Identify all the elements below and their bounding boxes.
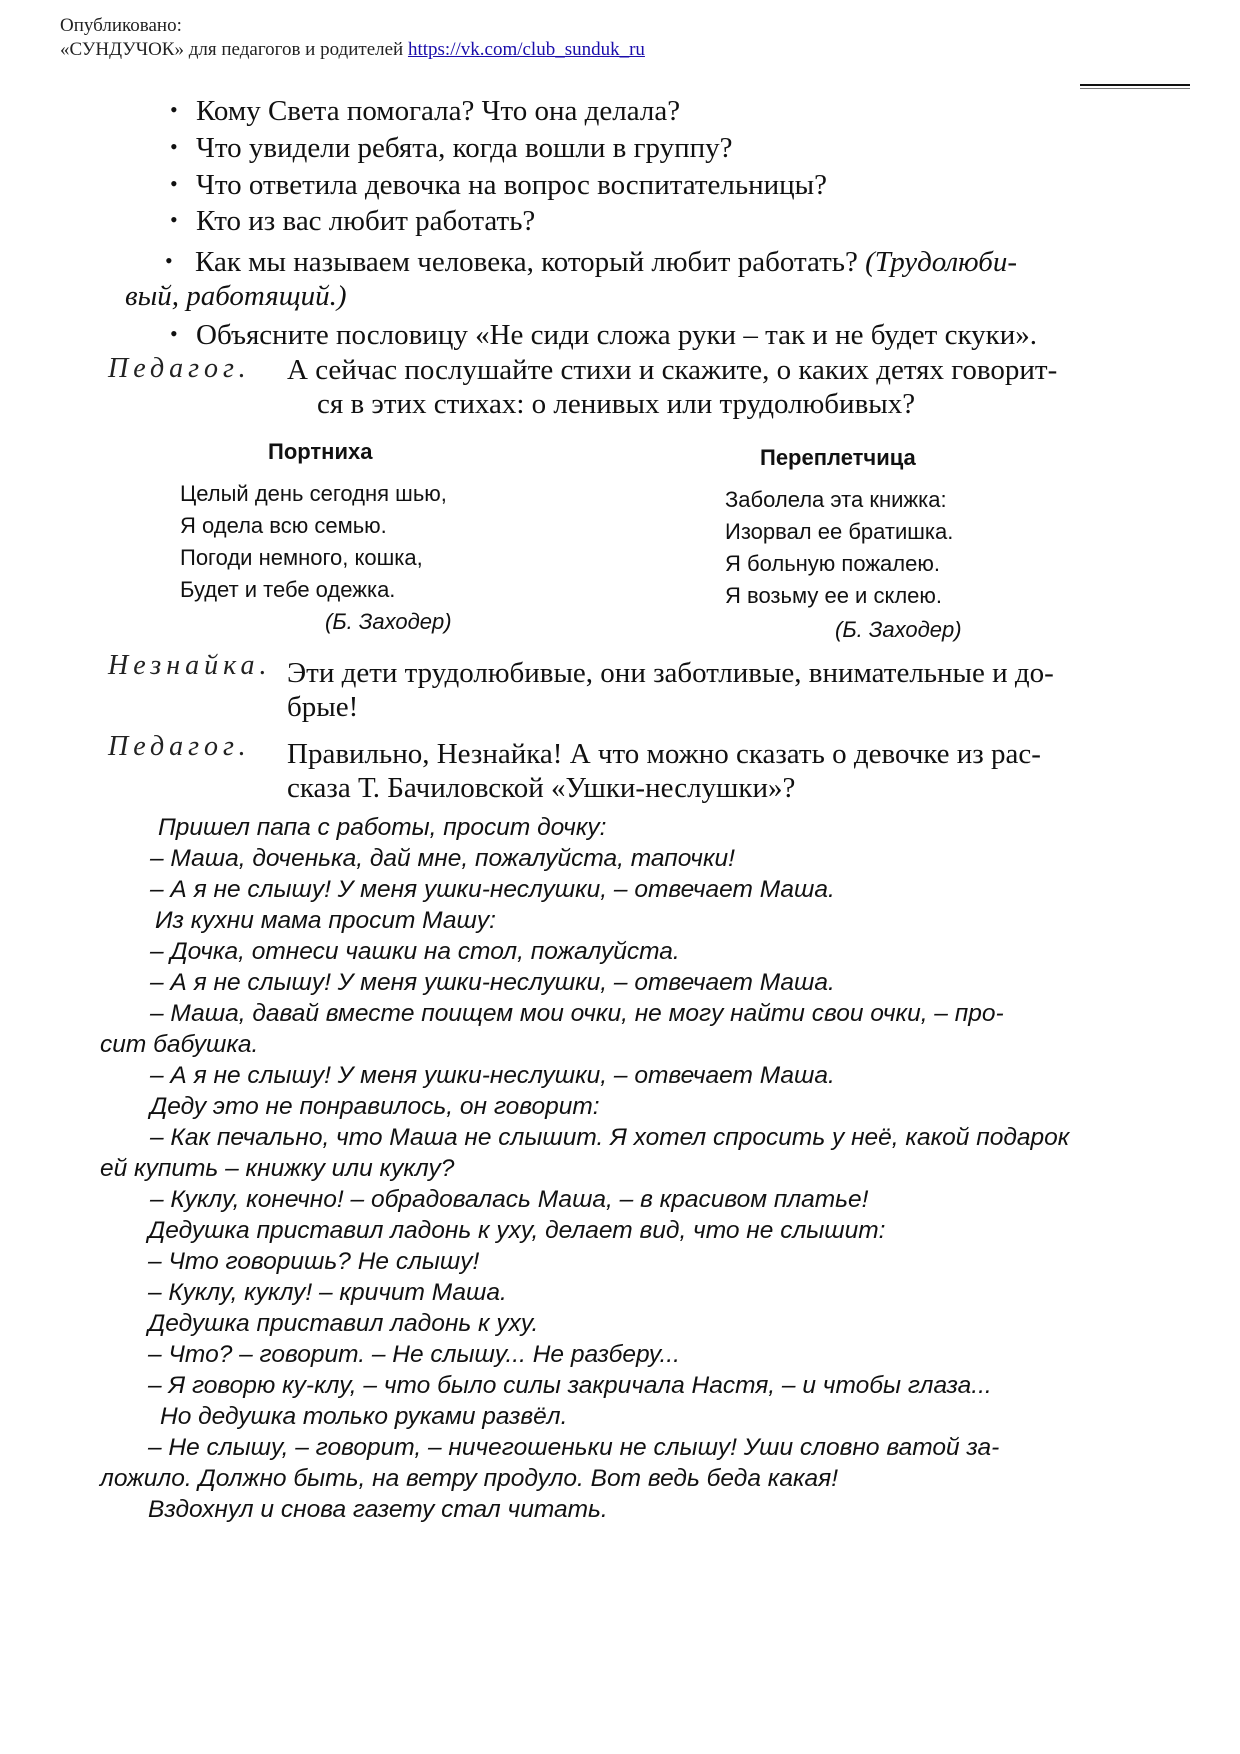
poem-title: Переплетчица [760,445,916,470]
speaker-label: Незнайка. [108,650,272,681]
poem-title: Портниха [268,439,373,464]
question-item: • Кто из вас любит работать? [170,205,536,237]
poem-left: Портниха Целый день сегодня шью, Я одела всю семью. Погоди немного, кошка, Будет и тебе одежка. [180,436,447,606]
bullet-icon: • [170,321,178,346]
speaker-label: Педагог. [108,353,251,384]
publisher-name: «СУНДУЧОК» для педагогов и родителей [60,39,404,60]
speaker-label: Педагог. [108,731,251,762]
question-item-wrapped: • Как мы называем человека, который любит работать? (Трудолюби- вый, работящий.) [125,246,1017,312]
publisher-link[interactable]: https://vk.com/club_sunduk_ru [407,39,645,60]
speaker-text: Эти дети трудолюбивые, они заботливые, внимательные и до- брые! [287,657,1054,723]
story-text: Пришел папа с работы, просит дочку: – Маша, доченька, дай мне, пожалуйста, тапочки! – А я не слышу! У меня ушки-неслушки, – отвечает Маша. Из кухни мама просит Машу: – Дочка, отнеси чашки на стол, пожалуйста. – А я не слышу! У меня ушки-неслушки, – отвечает Маша. – Маша, давай вместе поищем мои очки, не могу найти свои очки, – про- сит бабушка. – А я не слышу! У меня ушки-неслушки, – отвечает Маша. Деду это не понравилось, он говорит: – Как печально, что Маша не слышит. Я хотел спросить у неё, какой подарок ей купить – книжку или куклу? – Куклу, конечно! – обрадовалась Маша, – в красивом платье! Дедушка приставил ладонь к уху, делает вид, что не слышит: – Что говоришь? Не слышу! – Куклу, куклу! – кричит Маша. Дедушка приставил ладонь к уху. – Что? – говорит. – Не слышу... Не разберу... – Я говорю ку-клу, – что было силы закричала Настя, – и чтобы глаза... Но дедушка только руками развёл. – Не слышу, – говорит, – ничегошеньки не слышу! Уши словно ватой за- ложило. Должно быть, на ветру продуло. Вот ведь беда какая! Вздохнул и снова газету стал читать. [100,814,1070,1523]
speaker-text: Правильно, Незнайка! А что можно сказать о девочке из рас- сказа Т. Бачиловской «Ушки-неслушки»? [287,738,1041,804]
bullet-icon: • [170,97,178,122]
poem-author: (Б. Заходер) [835,617,962,642]
question-item: • Что ответила девочка на вопрос воспитательницы? [170,169,828,201]
poem-right: Переплетчица Заболела эта книжка: Изорвал ее братишка. Я больную пожалею. Я возьму ее и склею. [725,442,953,612]
header-rule-secondary [1080,88,1190,89]
question-item: • Объясните пословицу «Не сиди сложа руки – так и не будет скуки». [170,319,1037,351]
bullet-icon: • [170,171,178,196]
publisher-line [60,38,645,62]
bullet-icon: • [170,134,178,159]
header-rule [1080,84,1190,86]
speaker-text: А сейчас послушайте стихи и скажите, о каких детях говорит- ся в этих стихах: о ленивых или трудолюбивых? [287,354,1058,420]
bullet-icon: • [170,207,178,232]
published-label: Опубликовано: [60,15,182,36]
question-item: • Кому Света помогала? Что она делала? [170,95,681,127]
page-header [60,14,645,62]
question-item: • Что увидели ребята, когда вошли в группу? [170,132,733,164]
poem-author: (Б. Заходер) [325,609,452,634]
bullet-icon: • [165,248,173,273]
